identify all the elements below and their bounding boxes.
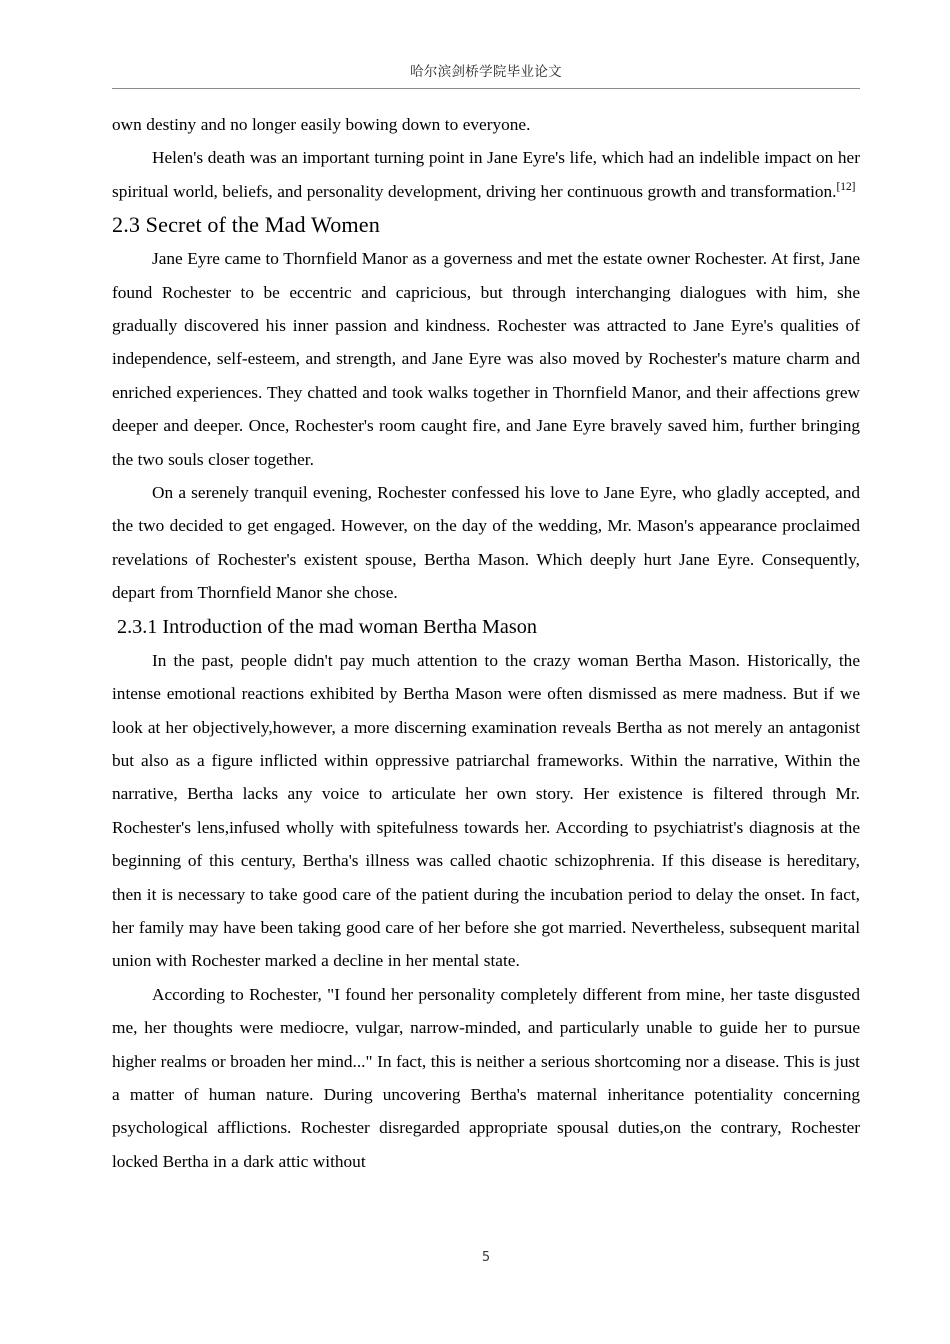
body-text-frame [112, 108, 860, 1178]
paragraph-engagement: On a serenely tranquil evening, Rochester confessed his love to Jane Eyre, who gladly accepted, and the two decided to get engaged. However, on the day of the wedding, Mr. Mason's appearance proclaimed revelations of Rochester's existent spouse, Bertha Mason. Which deeply hurt Jane Eyre. Consequently, depart from Thornfield Manor she chose. [112, 483, 860, 603]
paragraph-helens-death [112, 141, 860, 208]
citation-marker: [12] [836, 181, 856, 194]
paragraph-continued: own destiny and no longer easily bowing down to everyone. [112, 115, 531, 134]
header-divider [112, 88, 860, 89]
paragraph-helens-death-text: Helen's death was an important turning point in Jane Eyre's life, which had an indelible impact on her spiritual world, beliefs, and personality development, driving her continuous growth and transformation. [112, 148, 860, 201]
paragraph-bertha-analysis: In the past, people didn't pay much attention to the crazy woman Bertha Mason. Historically, the intense emotional reactions exhibited by Bertha Mason were often dismissed as mere madness. But if we look at her objectively,however, a more discerning examination reveals Bertha as not merely an antagonist but also as a figure inflicted within oppressive patriarchal frameworks. Within the narrative, Within the narrative, Bertha lacks any voice to articulate her own story. Her existence is filtered through Mr. Rochester's lens,infused wholly with spitefulness towards her. According to psychiatrist's diagnosis at the beginning of this century, Bertha's illness was called chaotic schizophrenia. If this disease is hereditary, then it is necessary to take good care of the patient during the incubation period to delay the onset. In fact, her family may have been taking good care of her before she got married. Nevertheless, subsequent marital union with Rochester marked a decline in her mental state. [112, 650, 860, 971]
page-number: 5 [481, 1250, 491, 1265]
section-heading-2-3: 2.3 Secret of the Mad Women [112, 212, 380, 238]
paragraph-rochester-quote: According to Rochester, "I found her personality completely different from mine, her taste disgusted me, her thoughts were mediocre, vulgar, narrow-minded, and particularly unable to guide her to pursue higher realms or broaden her mind..." In fact, this is neither a serious shortcoming nor a disease. This is just a matter of human nature. During uncovering Bertha's maternal inheritance potentiality concerning psychological afflictions. Rochester disregarded appropriate spousal duties,on the contrary, Rochester locked Bertha in a dark attic without [112, 984, 860, 1171]
paragraph-thornfield-manor: Jane Eyre came to Thornfield Manor as a governess and met the estate owner Rochester. At first, Jane found Rochester to be eccentric and capricious, but through interchanging dialogues with him, she gradually discovered his inner passion and kindness. Rochester was attracted to Jane Eyre's qualities of independence, self-esteem, and strength, and Jane Eyre was also moved by Rochester's mature charm and enriched experiences. They chatted and took walks together in Thornfield Manor, and their affections grew deeper and deeper. Once, Rochester's room caught fire, and Jane Eyre bravely saved him, further bringing the two souls closer together. [112, 249, 860, 469]
running-header [112, 62, 860, 89]
page-footer [112, 1248, 860, 1266]
running-header-text: 哈尔滨剑桥学院毕业论文 [410, 64, 562, 80]
subsection-heading-2-3-1: 2.3.1 Introduction of the mad woman Bertha Mason [117, 615, 537, 638]
